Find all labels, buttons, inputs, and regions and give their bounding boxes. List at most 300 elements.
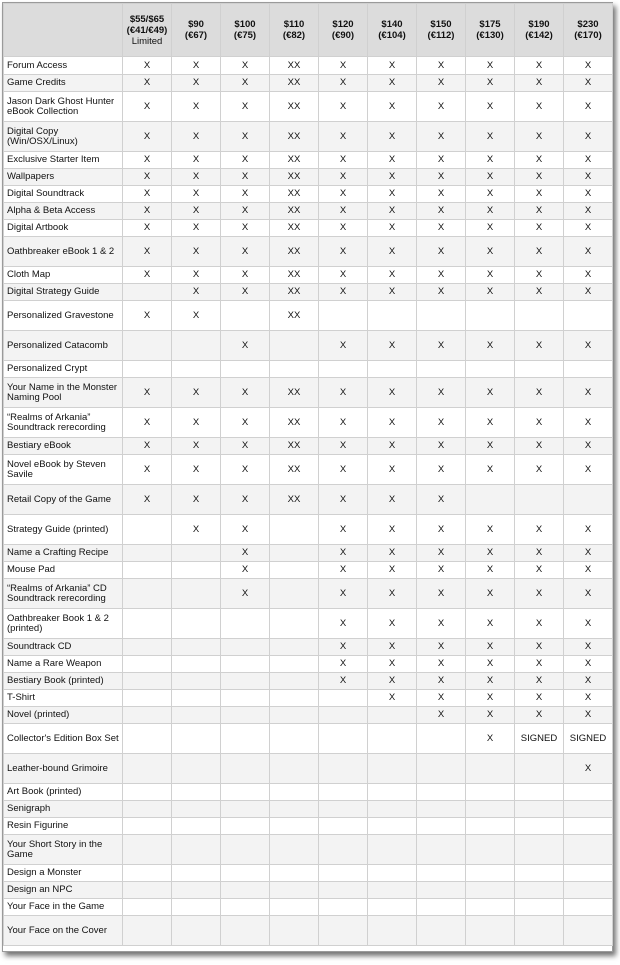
tier-cell: XX: [270, 438, 319, 455]
tier-cell: [564, 835, 613, 865]
tier-cell: [368, 899, 417, 916]
tier-cell: [270, 545, 319, 562]
tier-cell: X: [221, 237, 270, 267]
table-row: [4, 57, 613, 75]
tier-cell: X: [564, 545, 613, 562]
tier-cell: [270, 818, 319, 835]
tier-cell: X: [123, 186, 172, 203]
tier-cell: X: [564, 754, 613, 784]
tier-cell: [270, 754, 319, 784]
tier-cell: X: [417, 152, 466, 169]
tier-header: [417, 4, 466, 57]
tier-cell: [221, 639, 270, 656]
tier-cell: X: [368, 438, 417, 455]
table-row: [4, 267, 613, 284]
tier-cell: X: [368, 609, 417, 639]
tier-cell: X: [515, 639, 564, 656]
tier-eur: (€170): [574, 30, 602, 41]
tier-cell: [221, 724, 270, 754]
tier-cell: X: [417, 186, 466, 203]
tier-cell: [123, 609, 172, 639]
tier-cell: [123, 639, 172, 656]
tier-price: $175: [479, 19, 501, 30]
tier-cell: X: [466, 656, 515, 673]
tier-cell: X: [368, 169, 417, 186]
table-row: [4, 609, 613, 639]
tier-cell: X: [515, 545, 564, 562]
tier-cell: X: [368, 284, 417, 301]
tier-cell: X: [123, 57, 172, 75]
tier-price: $190: [528, 19, 550, 30]
tier-header: [466, 4, 515, 57]
feature-name: Digital Soundtrack: [4, 186, 123, 203]
tier-cell: X: [515, 152, 564, 169]
tier-cell: X: [515, 579, 564, 609]
tier-eur: (€41/€49): [126, 24, 168, 36]
tier-cell: X: [515, 609, 564, 639]
tier-cell: X: [417, 378, 466, 408]
table-row: [4, 455, 613, 485]
tier-cell: X: [417, 562, 466, 579]
tier-cell: X: [172, 203, 221, 220]
tier-cell: SIGNED: [515, 724, 564, 754]
tier-cell: X: [221, 455, 270, 485]
table-row: [4, 899, 613, 916]
tier-cell: [221, 818, 270, 835]
tier-cell: X: [123, 455, 172, 485]
table-row: [4, 122, 613, 152]
tier-cell: [123, 515, 172, 545]
tier-cell: X: [123, 408, 172, 438]
tier-cell: [221, 882, 270, 899]
tier-cell: XX: [270, 152, 319, 169]
tier-cell: [417, 835, 466, 865]
tier-cell: X: [319, 331, 368, 361]
tier-cell: X: [417, 673, 466, 690]
tier-cell: X: [319, 284, 368, 301]
tier-cell: [270, 882, 319, 899]
feature-name: Your Short Story in the Game: [4, 835, 123, 865]
tier-cell: X: [368, 455, 417, 485]
tier-cell: [515, 882, 564, 899]
tier-cell: [123, 882, 172, 899]
tier-cell: [417, 818, 466, 835]
tier-cell: [515, 865, 564, 882]
tier-cell: X: [417, 408, 466, 438]
tier-cell: X: [319, 75, 368, 92]
tier-cell: [417, 724, 466, 754]
feature-name: Exclusive Starter Item: [4, 152, 123, 169]
tier-cell: X: [172, 169, 221, 186]
tier-cell: [221, 899, 270, 916]
tier-cell: X: [368, 75, 417, 92]
feature-name: Retail Copy of the Game: [4, 485, 123, 515]
tier-cell: X: [221, 562, 270, 579]
tier-cell: X: [564, 690, 613, 707]
tier-cell: [172, 361, 221, 378]
tier-cell: [515, 818, 564, 835]
tier-cell: [270, 707, 319, 724]
tier-cell: X: [172, 267, 221, 284]
tier-cell: X: [123, 237, 172, 267]
tier-cell: XX: [270, 186, 319, 203]
tier-cell: X: [221, 75, 270, 92]
tier-cell: XX: [270, 75, 319, 92]
tier-price: $120: [332, 19, 354, 30]
tier-cell: [368, 818, 417, 835]
tier-cell: X: [466, 186, 515, 203]
tier-cell: [368, 882, 417, 899]
tier-cell: X: [368, 186, 417, 203]
tier-cell: X: [221, 579, 270, 609]
tier-cell: X: [564, 378, 613, 408]
tier-cell: [123, 724, 172, 754]
tier-cell: X: [564, 673, 613, 690]
tier-cell: X: [319, 220, 368, 237]
tier-cell: [564, 361, 613, 378]
reward-tier-table-frame: [2, 2, 613, 952]
feature-name: Digital Artbook: [4, 220, 123, 237]
tier-cell: X: [319, 579, 368, 609]
table-row: [4, 186, 613, 203]
tier-price: $230: [577, 19, 599, 30]
tier-cell: XX: [270, 57, 319, 75]
tier-header: [319, 4, 368, 57]
tier-cell: X: [368, 579, 417, 609]
tier-cell: X: [466, 609, 515, 639]
table-row: [4, 169, 613, 186]
tier-cell: X: [515, 57, 564, 75]
feature-name: Novel eBook by Steven Savile: [4, 455, 123, 485]
tier-cell: X: [515, 92, 564, 122]
table-row: [4, 152, 613, 169]
tier-cell: X: [172, 438, 221, 455]
tier-cell: [172, 801, 221, 818]
tier-cell: X: [319, 438, 368, 455]
tier-cell: X: [515, 438, 564, 455]
tier-cell: X: [515, 656, 564, 673]
tier-cell: XX: [270, 378, 319, 408]
tier-cell: [515, 835, 564, 865]
tier-cell: X: [515, 203, 564, 220]
tier-cell: [172, 579, 221, 609]
tier-cell: X: [466, 152, 515, 169]
tier-cell: X: [417, 331, 466, 361]
tier-cell: X: [564, 57, 613, 75]
table-row: [4, 916, 613, 946]
table-row: [4, 724, 613, 754]
tier-eur: (€142): [525, 30, 553, 41]
tier-cell: X: [172, 75, 221, 92]
tier-cell: X: [417, 169, 466, 186]
tier-cell: [319, 754, 368, 784]
feature-name: Mouse Pad: [4, 562, 123, 579]
feature-name: “Realms of Arkania” CD Soundtrack rerecording: [4, 579, 123, 609]
tier-cell: [319, 835, 368, 865]
tier-cell: XX: [270, 237, 319, 267]
tier-cell: X: [319, 656, 368, 673]
tier-cell: X: [221, 408, 270, 438]
tier-cell: [172, 724, 221, 754]
tier-note: Limited: [131, 35, 163, 47]
tier-cell: X: [417, 203, 466, 220]
tier-cell: [172, 707, 221, 724]
tier-cell: [417, 882, 466, 899]
tier-header: [172, 4, 221, 57]
tier-cell: [172, 899, 221, 916]
tier-cell: [368, 361, 417, 378]
tier-cell: [172, 656, 221, 673]
tier-cell: X: [319, 408, 368, 438]
tier-cell: [221, 690, 270, 707]
feature-name: Oathbreaker Book 1 & 2 (printed): [4, 609, 123, 639]
tier-cell: X: [368, 408, 417, 438]
tier-cell: X: [466, 639, 515, 656]
tier-cell: X: [466, 57, 515, 75]
tier-cell: X: [515, 562, 564, 579]
tier-cell: X: [368, 545, 417, 562]
table-row: [4, 754, 613, 784]
tier-cell: [515, 916, 564, 946]
tier-cell: X: [515, 237, 564, 267]
tier-cell: X: [466, 690, 515, 707]
table-row: [4, 331, 613, 361]
table-row: [4, 882, 613, 899]
tier-cell: [270, 724, 319, 754]
tier-cell: X: [319, 639, 368, 656]
tier-cell: X: [417, 57, 466, 75]
tier-cell: X: [515, 186, 564, 203]
tier-cell: X: [417, 75, 466, 92]
tier-eur: (€82): [282, 30, 306, 41]
tier-cell: X: [319, 562, 368, 579]
table-row: [4, 818, 613, 835]
tier-cell: X: [368, 267, 417, 284]
tier-eur: (€75): [233, 30, 257, 41]
tier-cell: X: [466, 579, 515, 609]
tier-cell: X: [466, 408, 515, 438]
tier-cell: [564, 485, 613, 515]
tier-cell: XX: [270, 301, 319, 331]
tier-price: $55/$65: [129, 13, 165, 25]
table-row: [4, 408, 613, 438]
tier-cell: X: [319, 152, 368, 169]
tier-cell: [172, 754, 221, 784]
tier-cell: X: [466, 707, 515, 724]
tier-header: [123, 4, 172, 57]
tier-cell: [319, 784, 368, 801]
tier-cell: X: [564, 562, 613, 579]
table-row: [4, 784, 613, 801]
tier-cell: [221, 865, 270, 882]
tier-cell: X: [368, 656, 417, 673]
tier-cell: X: [466, 331, 515, 361]
tier-cell: [123, 562, 172, 579]
tier-cell: X: [417, 237, 466, 267]
tier-cell: [417, 301, 466, 331]
tier-cell: X: [564, 267, 613, 284]
tier-cell: [270, 361, 319, 378]
tier-cell: [270, 656, 319, 673]
tier-cell: X: [319, 203, 368, 220]
tier-cell: X: [515, 220, 564, 237]
tier-cell: [123, 545, 172, 562]
tier-cell: X: [515, 690, 564, 707]
tier-cell: [466, 835, 515, 865]
tier-cell: XX: [270, 267, 319, 284]
tier-cell: [319, 301, 368, 331]
feature-name: Wallpapers: [4, 169, 123, 186]
feature-name: Forum Access: [4, 57, 123, 75]
tier-cell: [123, 361, 172, 378]
tier-cell: X: [564, 152, 613, 169]
tier-cell: [221, 784, 270, 801]
tier-cell: X: [319, 378, 368, 408]
table-row: [4, 801, 613, 818]
feature-name: Personalized Crypt: [4, 361, 123, 378]
tier-cell: X: [172, 92, 221, 122]
tier-cell: X: [172, 301, 221, 331]
tier-cell: X: [417, 639, 466, 656]
feature-name: Personalized Catacomb: [4, 331, 123, 361]
tier-cell: XX: [270, 220, 319, 237]
tier-cell: [319, 865, 368, 882]
tier-cell: X: [417, 438, 466, 455]
tier-cell: X: [515, 331, 564, 361]
feature-name: Your Name in the Monster Naming Pool: [4, 378, 123, 408]
tier-cell: X: [319, 485, 368, 515]
tier-cell: X: [417, 707, 466, 724]
tier-cell: X: [564, 639, 613, 656]
tier-cell: [221, 673, 270, 690]
tier-cell: [417, 916, 466, 946]
tier-cell: X: [123, 122, 172, 152]
feature-name: Oathbreaker eBook 1 & 2: [4, 237, 123, 267]
tier-cell: X: [466, 438, 515, 455]
tier-cell: [221, 754, 270, 784]
tier-cell: X: [221, 169, 270, 186]
tier-cell: XX: [270, 203, 319, 220]
tier-cell: X: [564, 92, 613, 122]
tier-cell: [368, 707, 417, 724]
tier-cell: [466, 485, 515, 515]
tier-cell: [123, 818, 172, 835]
table-row: [4, 545, 613, 562]
tier-cell: X: [172, 220, 221, 237]
feature-name: “Realms of Arkania” Soundtrack rerecording: [4, 408, 123, 438]
tier-cell: X: [368, 378, 417, 408]
feature-name: Alpha & Beta Access: [4, 203, 123, 220]
tier-cell: X: [319, 57, 368, 75]
reward-rows: [4, 57, 613, 946]
table-row: [4, 92, 613, 122]
feature-name: Art Book (printed): [4, 784, 123, 801]
tier-cell: X: [368, 237, 417, 267]
tier-cell: [123, 707, 172, 724]
tier-cell: [172, 609, 221, 639]
feature-name: Bestiary eBook: [4, 438, 123, 455]
tier-cell: [466, 301, 515, 331]
tier-cell: X: [368, 122, 417, 152]
table-row: [4, 690, 613, 707]
feature-name: Design an NPC: [4, 882, 123, 899]
tier-cell: X: [417, 267, 466, 284]
tier-cell: [123, 916, 172, 946]
tier-cell: X: [319, 169, 368, 186]
tier-cell: [368, 916, 417, 946]
tier-cell: X: [368, 57, 417, 75]
tier-cell: X: [466, 455, 515, 485]
tier-cell: [270, 673, 319, 690]
tier-cell: X: [221, 122, 270, 152]
tier-cell: X: [319, 455, 368, 485]
tier-cell: X: [172, 152, 221, 169]
table-row: [4, 579, 613, 609]
tier-cell: X: [123, 75, 172, 92]
feature-name: Name a Crafting Recipe: [4, 545, 123, 562]
tier-cell: X: [123, 203, 172, 220]
table-row: [4, 203, 613, 220]
feature-name: Bestiary Book (printed): [4, 673, 123, 690]
tier-cell: [564, 301, 613, 331]
tier-cell: X: [319, 186, 368, 203]
tier-cell: [172, 562, 221, 579]
tier-cell: X: [564, 707, 613, 724]
tier-cell: X: [466, 220, 515, 237]
tier-cell: X: [172, 455, 221, 485]
tier-cell: X: [368, 220, 417, 237]
tier-cell: X: [417, 579, 466, 609]
tier-cell: X: [466, 267, 515, 284]
table-row: [4, 361, 613, 378]
tier-cell: X: [564, 438, 613, 455]
tier-cell: X: [221, 92, 270, 122]
tier-cell: [172, 882, 221, 899]
feature-name: Your Face in the Game: [4, 899, 123, 916]
tier-cell: X: [172, 237, 221, 267]
tier-cell: X: [123, 92, 172, 122]
feature-name: Game Credits: [4, 75, 123, 92]
tier-cell: [564, 882, 613, 899]
table-row: [4, 673, 613, 690]
tier-cell: X: [564, 455, 613, 485]
tier-cell: [515, 754, 564, 784]
tier-cell: [466, 916, 515, 946]
feature-name: Leather-bound Grimoire: [4, 754, 123, 784]
tier-cell: X: [221, 378, 270, 408]
tier-price: $150: [430, 19, 452, 30]
tier-cell: X: [466, 515, 515, 545]
tier-cell: X: [172, 122, 221, 152]
tier-cell: X: [368, 562, 417, 579]
tier-cell: [123, 801, 172, 818]
tier-cell: [466, 899, 515, 916]
tier-cell: X: [123, 267, 172, 284]
tier-cell: [123, 284, 172, 301]
tier-cell: X: [466, 378, 515, 408]
feature-name: Collector's Edition Box Set: [4, 724, 123, 754]
tier-price: $140: [381, 19, 403, 30]
tier-cell: X: [368, 690, 417, 707]
feature-name: T-Shirt: [4, 690, 123, 707]
feature-name: Soundtrack CD: [4, 639, 123, 656]
tier-cell: [221, 301, 270, 331]
tier-eur: (€112): [427, 30, 455, 41]
tier-cell: X: [417, 485, 466, 515]
tier-cell: X: [564, 186, 613, 203]
tier-cell: X: [417, 690, 466, 707]
tier-cell: X: [221, 220, 270, 237]
